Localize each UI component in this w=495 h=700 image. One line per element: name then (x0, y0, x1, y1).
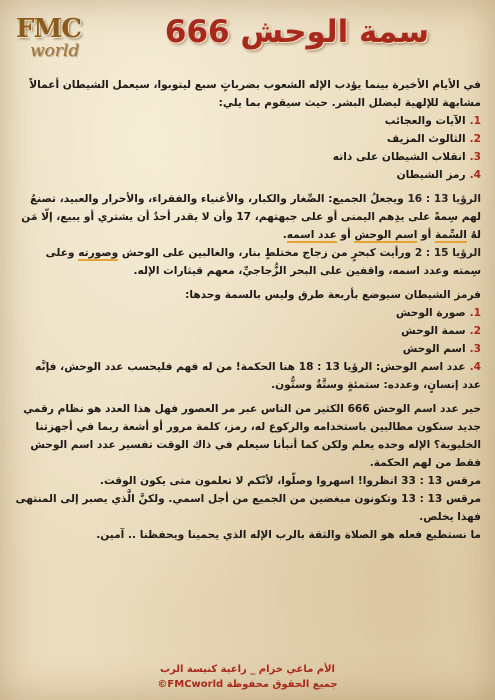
author-signature: الأم ماغي خزام _ راعية كنيسة الرب (159, 664, 335, 675)
copyright-notice: جميع الحقوق محفوظة FMCworld© (157, 679, 338, 690)
list-number: 3. (469, 151, 481, 163)
verse-text: ورأيت كبحرٍ من زجاج مختلطٍ بنار، والغالبين على الوحش (121, 247, 412, 259)
list-item (14, 148, 481, 166)
verse-text: أو (340, 229, 351, 241)
verse-text: . (282, 229, 287, 241)
highlighted-phrase: عدد اسمه (286, 229, 337, 241)
list-number: 1. (469, 307, 481, 319)
intro-list (14, 112, 481, 184)
section2-intro: فرمز الشيطان سيوضع بأربعة طرق وليس بالسمة وحدها: (185, 289, 481, 301)
verse-reference: الرؤيا 15 : 2 (414, 247, 481, 259)
list-item (14, 304, 481, 322)
verse-text: أو (421, 229, 432, 241)
list-item (14, 340, 481, 358)
list-item (14, 112, 481, 130)
list-text: اسم الوحش (402, 343, 466, 355)
list-text: انقلاب الشيطان على ذاته (332, 151, 466, 163)
list-number: 1. (469, 115, 481, 127)
list-item (14, 166, 481, 184)
highlighted-phrase: اسم الوحش (354, 229, 418, 241)
list-text: عدد اسم الوحش: الرؤيا 13 : 18 هنا الحكمة! من له فهم فليحسب عدد الوحش، فإنَّه عدد إنسانٍ، وعدده: ستمئةٍ وستَّةٌ وستُّون. (35, 361, 481, 391)
section2-list (14, 304, 481, 394)
list-item (14, 130, 481, 148)
explanation-paragraph: حير عدد اسم الوحش 666 الكثير من الناس عبر مر العصور فهل هذا العدد هو نظام رقمي جديد سنكون مطالبين باستخدامه والركوع له، رمز، كلمة مرور أو أشعة ربما في أجهزتنا الخليوية؟ الإله وحده يعلم ولكن كما أنبأنا سيعلم في ذاك الوقت تفسير عدد اسم الوحش فقط من لهم الحكمة. (23, 403, 481, 469)
list-text: صورة الوحش (395, 307, 466, 319)
list-number: 3. (469, 343, 481, 355)
fmc-world-logo (12, 14, 92, 62)
list-text: الآيات والعجائب (384, 115, 466, 127)
list-number: 4. (469, 169, 481, 181)
list-text: سمة الوحش (401, 325, 466, 337)
verse-reference: الرؤيا 13 : 16 (407, 193, 481, 205)
list-item (14, 322, 481, 340)
list-number: 2. (469, 325, 481, 337)
logo-main-text: FMC (16, 14, 81, 44)
verse-revelation-13-16 (14, 190, 481, 244)
verse-text: سِمته (452, 265, 481, 277)
verse-text: ويجعلُ الجميع: الصِّغار والكبار، والأغنياء والفقراء، والأحرار والعبيد، تصنعُ لهم سِمةً على يدِهم اليمنى أو على جبهتهم، 17 وأن لا يقدر أحدٌ أن يشتري أو يبيع، إلّا مَن لهُ (21, 193, 481, 241)
article-body (14, 76, 481, 692)
verse-mark-13-33: مرقس 13 : 33 انظروا! اسهروا وصلّوا، لأنّكم لا تعلمون متى يكون الوقت. (99, 475, 481, 487)
verse-text: وعدد اسمه، واقفين على البحر الزُّجاجيِّ، معهم قيثارات الإله. (133, 265, 450, 277)
verse-text: وعلى (45, 247, 75, 259)
signature-block (14, 662, 481, 692)
closing-prayer: ما نستطيع فعله هو الصلاة والثقة بالرب الإله الذي يحمينا ويحفظنا .. آمين. (96, 529, 481, 541)
list-number: 2. (469, 133, 481, 145)
list-item (14, 358, 481, 394)
highlighted-phrase: السِّمة (434, 229, 467, 241)
highlighted-phrase: وصورته (78, 247, 119, 259)
list-text: الثالوث المزيف (386, 133, 466, 145)
verse-mark-13-13: مرقس 13 : 13 وتكونون مبغضين من الجميع من أجل اسمي. ولكنَّ الَّذي يصبر إلى المنتهى فهذا يخلص. (15, 493, 481, 523)
list-number: 4. (469, 361, 481, 373)
verse-revelation-15-2 (14, 244, 481, 280)
list-text: رمز الشيطان (396, 169, 466, 181)
intro-paragraph: في الأيام الأخيرة بينما يؤدب الإله الشعوب بضرباتٍ سبع ليتوبوا، سيعمل الشيطان أعمالاً مشابهة للإلهية ليضلل البشر. حيث سيقوم بما يلي: (29, 79, 481, 109)
logo-sub-text: world (30, 41, 80, 61)
page-title: سمة الوحش 666 (164, 14, 430, 50)
